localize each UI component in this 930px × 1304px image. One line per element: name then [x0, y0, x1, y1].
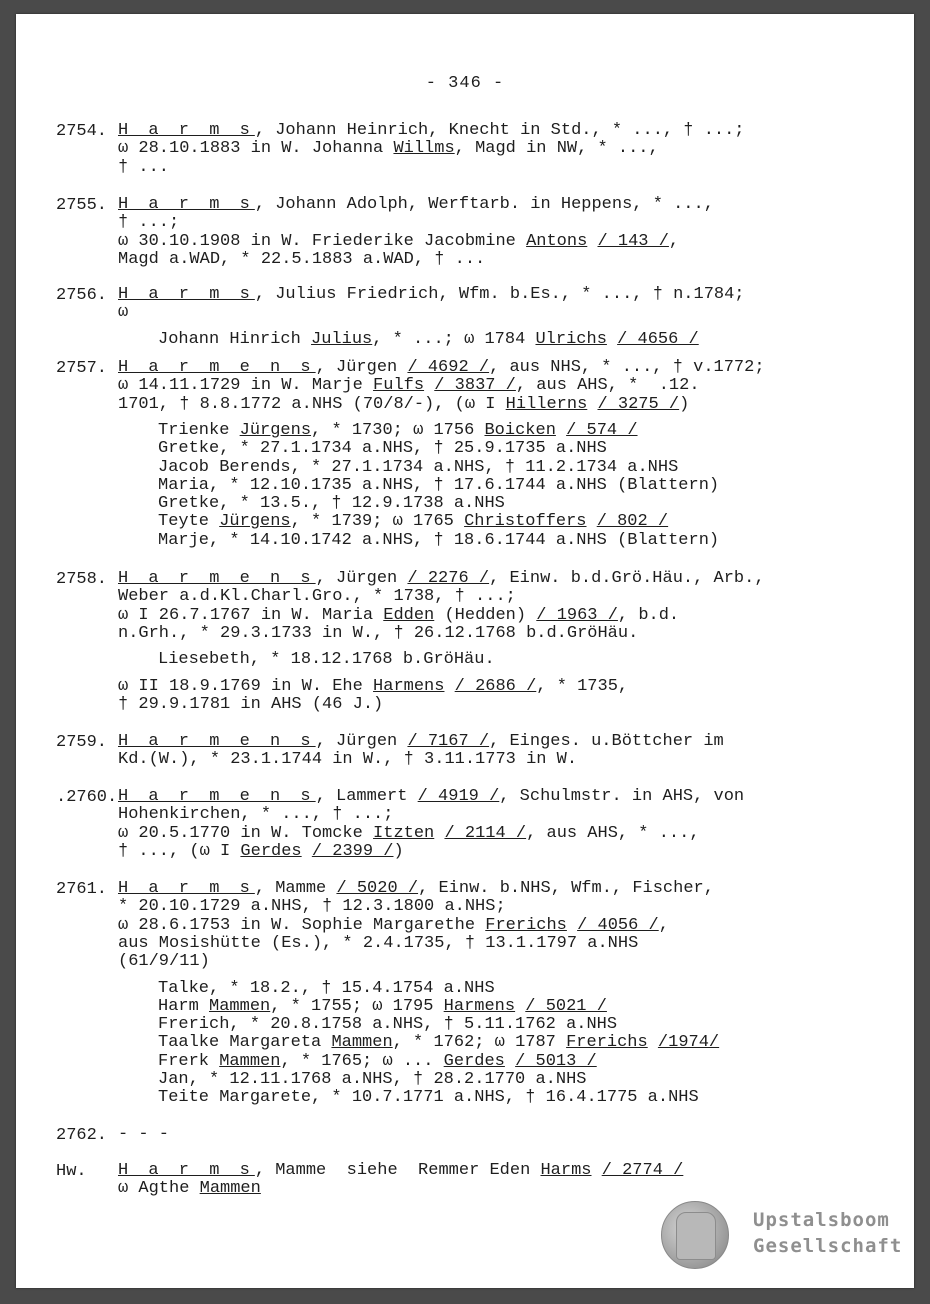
text-segment: Weber a.d.Kl.Charl.Gro., * 1738, † ...;: [118, 587, 516, 607]
text-segment: (Hedden): [434, 605, 537, 625]
text-segment: Jan, * 12.11.1768 a.NHS, † 28.2.1770 a.NHS: [158, 1070, 587, 1089]
entry-line: [118, 588, 516, 606]
entry-line: [118, 953, 210, 971]
text-segment: , * 1730; ω 1756: [311, 420, 485, 440]
entry-number: Hw.: [56, 1162, 87, 1181]
text-segment: aus Mosishütte (Es.), * 2.4.1735, † 13.1.1797 a.NHS: [118, 933, 639, 953]
underlined-name: Mammen: [209, 996, 271, 1016]
text-segment: , Mamme siehe Remmer Eden: [254, 1161, 541, 1180]
underlined-name: / 5020 /: [336, 879, 419, 898]
underlined-name: /1974/: [657, 1033, 720, 1053]
text-segment: ω 14.11.1729 in W. Marje: [118, 376, 374, 396]
entry-number: 2759.: [56, 733, 108, 752]
underlined-name: / 4656 /: [617, 329, 699, 349]
entry-line: [118, 214, 179, 232]
entry-line: [118, 140, 659, 158]
text-segment: [444, 677, 454, 696]
text-segment: ω 28.10.1883 in W. Johanna: [118, 139, 394, 159]
underlined-name: Mammen: [331, 1033, 393, 1053]
text-segment: , Johann Heinrich, Knecht in Std., * ..., † ...;: [254, 121, 745, 140]
entry-number: 2756.: [56, 286, 108, 305]
entry-line: [118, 1180, 261, 1198]
entry-line: [118, 233, 679, 251]
text-segment: Liesebeth, * 18.12.1768 b.GröHäu.: [158, 650, 495, 670]
entry-line: [118, 806, 393, 824]
surname-spaced: H a r m e n s: [118, 569, 316, 588]
entry-line: [118, 843, 404, 861]
underlined-name: / 3275 /: [597, 394, 680, 414]
underlined-name: Hillerns: [505, 394, 588, 414]
text-segment: Talke, * 18.2., † 15.4.1754 a.NHS: [158, 978, 495, 998]
text-segment: [434, 824, 444, 843]
text-segment: n.Grh., * 29.3.1733 in W., † 26.12.1768 b.d.GröHäu.: [118, 623, 639, 643]
entry-number: 2754.: [56, 122, 108, 141]
surname-spaced: H a r m e n s: [118, 787, 316, 806]
entry-line: [118, 696, 383, 714]
text-segment: , Jürgen: [315, 569, 408, 588]
text-segment: , aus NHS, * ..., † v.1772;: [489, 358, 765, 377]
entry-line: [118, 196, 714, 214]
surname-spaced: H a r m e n s: [118, 358, 316, 377]
text-segment: [607, 330, 617, 349]
text-segment: 1701, † 8.8.1772 a.NHS (70/8/-), (ω I: [118, 394, 506, 414]
text-segment: ,: [668, 231, 680, 251]
stamp-line-1: Upstalsboom: [753, 1209, 890, 1231]
entry-number: 2758.: [56, 570, 108, 589]
text-segment: ω Agthe: [118, 1179, 200, 1199]
text-segment: † ...: [118, 157, 170, 177]
text-segment: , aus AHS, * ...,: [526, 823, 700, 843]
text-segment: ω II 18.9.1769 in W. Ehe: [118, 676, 374, 696]
entry-line: [118, 678, 628, 696]
text-segment: ω 20.5.1770 in W. Tomcke: [118, 823, 374, 843]
entry-line: [118, 751, 577, 769]
underlined-name: / 5013 /: [515, 1051, 597, 1071]
stamp-line-2: Gesellschaft: [753, 1235, 903, 1257]
underlined-name: Ulrichs: [535, 329, 607, 349]
child-line: [158, 532, 719, 550]
underlined-name: Boicken: [484, 420, 556, 440]
text-segment: [587, 232, 597, 251]
text-segment: Frerk: [158, 1051, 220, 1071]
text-segment: [567, 916, 577, 935]
entry-line: [118, 377, 700, 395]
entry-line: [118, 359, 765, 377]
entry-line: [118, 570, 765, 588]
text-segment: † ..., (ω I: [118, 841, 241, 861]
underlined-name: Willms: [393, 139, 455, 159]
underlined-name: Jürgens: [239, 420, 312, 440]
society-stamp: [661, 1199, 911, 1269]
text-segment: ω 28.6.1753 in W. Sophie Margarethe: [118, 915, 486, 935]
underlined-name: / 143 /: [597, 231, 669, 251]
underlined-name: Harms: [540, 1161, 592, 1180]
entry-line: [118, 159, 169, 177]
underlined-name: / 7167 /: [407, 732, 490, 751]
stamp-text: [753, 1207, 902, 1259]
text-segment: , * 1762; ω 1787: [392, 1033, 567, 1053]
text-segment: Jacob Berends, * 27.1.1734 a.NHS, † 11.2.1734 a.NHS: [158, 457, 679, 477]
text-segment: , b.d.: [617, 605, 680, 625]
entry-line: [118, 788, 744, 806]
underlined-name: / 4692 /: [407, 358, 490, 377]
entry-line: [118, 880, 714, 898]
underlined-name: Edden: [383, 605, 435, 625]
child-line: [158, 998, 607, 1016]
text-segment: Gretke, * 27.1.1734 a.NHS, † 25.9.1735 a.NHS: [158, 439, 607, 459]
text-segment: Marje, * 14.10.1742 a.NHS, † 18.6.1744 a.NHS (Blattern): [158, 530, 720, 550]
text-segment: [587, 395, 597, 414]
text-segment: Hohenkirchen, * ..., † ...;: [118, 805, 394, 825]
underlined-name: / 2399 /: [311, 841, 394, 861]
entry-line: [118, 733, 724, 751]
text-segment: , aus AHS, * .12.: [515, 376, 700, 396]
entry-line: [118, 625, 638, 643]
seal-figure-icon: [676, 1212, 716, 1260]
underlined-name: Antons: [526, 231, 588, 251]
child-line: [158, 422, 638, 440]
entry-line: [118, 286, 745, 304]
text-segment: Teyte: [158, 512, 220, 532]
document-page: [16, 14, 914, 1288]
underlined-name: / 1963 /: [536, 605, 618, 625]
underlined-name: / 802 /: [596, 512, 669, 532]
entry-line: [118, 825, 700, 843]
entry-number: .2760.: [56, 788, 118, 807]
underlined-name: / 3837 /: [434, 376, 516, 396]
text-segment: ,: [658, 915, 669, 935]
underlined-name: Mammen: [199, 1179, 261, 1199]
text-segment: Frerich, * 20.8.1758 a.NHS, † 5.11.1762 a.NHS: [158, 1015, 618, 1035]
child-line: [158, 1089, 699, 1107]
underlined-name: / 2774 /: [601, 1161, 684, 1180]
child-line: [158, 477, 719, 495]
entry-line: [118, 898, 506, 916]
text-segment: , Einw. b.NHS, Wfm., Fischer,: [418, 879, 714, 898]
entry-line: [118, 935, 638, 953]
text-segment: [424, 376, 434, 395]
underlined-name: Jürgens: [219, 512, 291, 532]
underlined-name: / 5021 /: [525, 996, 607, 1016]
text-segment: * 20.10.1729 a.NHS, † 12.3.1800 a.NHS;: [118, 897, 506, 917]
child-line: [158, 495, 505, 513]
text-segment: [587, 512, 597, 531]
underlined-name: Gerdes: [443, 1051, 505, 1071]
page-number: - 346 -: [425, 74, 505, 93]
entry-number: 2755.: [56, 196, 108, 215]
entry-line: [118, 1162, 683, 1180]
underlined-name: Mammen: [219, 1051, 281, 1071]
child-line: [158, 980, 495, 998]
text-segment: ): [679, 394, 690, 414]
child-line: [158, 651, 495, 669]
text-segment: ): [393, 841, 404, 861]
entry-line: [118, 251, 485, 269]
underlined-name: / 2276 /: [407, 569, 490, 588]
child-line: [158, 513, 668, 531]
entry-line: [118, 917, 669, 935]
underlined-name: / 4919 /: [417, 787, 500, 806]
text-segment: † 29.9.1781 in AHS (46 J.): [118, 694, 384, 714]
text-segment: - - -: [118, 1125, 170, 1144]
surname-spaced: H a r m s: [118, 121, 255, 140]
text-segment: , Mamme: [254, 879, 337, 898]
text-segment: , * 1765; ω ...: [280, 1051, 444, 1071]
underlined-name: / 4056 /: [577, 915, 659, 935]
child-line: [158, 1053, 597, 1071]
text-segment: , Jürgen: [315, 358, 408, 377]
surname-spaced: H a r m s: [118, 195, 255, 214]
text-segment: , Schulmstr. in AHS, von: [499, 787, 745, 806]
underlined-name: / 2686 /: [454, 676, 537, 696]
entry-line: [118, 1126, 169, 1144]
text-segment: , * 1739; ω 1765: [290, 512, 465, 532]
underlined-name: Fulfs: [373, 376, 425, 396]
entry-line: [118, 122, 745, 140]
text-segment: , Lammert: [315, 787, 418, 806]
text-segment: [648, 1033, 658, 1052]
surname-spaced: H a r m s: [118, 879, 255, 898]
text-segment: Kd.(W.), * 23.1.1744 in W., † 3.11.1773 in W.: [118, 750, 578, 770]
text-segment: [302, 842, 312, 861]
text-segment: [592, 1161, 602, 1180]
child-line: [158, 331, 699, 349]
text-segment: † ...;: [118, 213, 180, 233]
text-segment: Johann Hinrich: [158, 329, 312, 349]
child-line: [158, 1071, 586, 1089]
seal-logo-icon: [661, 1201, 729, 1269]
text-segment: , Julius Friedrich, Wfm. b.Es., * ..., † n.1784;: [254, 285, 745, 304]
underlined-name: Julius: [311, 329, 373, 349]
entry-number: 2757.: [56, 359, 108, 378]
text-segment: Teite Margarete, * 10.7.1771 a.NHS, † 16.4.1775 a.NHS: [158, 1088, 699, 1108]
underlined-name: Christoffers: [464, 512, 587, 532]
text-segment: Maria, * 12.10.1735 a.NHS, † 17.6.1744 a.NHS (Blattern): [158, 475, 720, 495]
underlined-name: Frerichs: [566, 1033, 648, 1053]
entry-line: [118, 304, 128, 322]
text-segment: ω: [118, 303, 129, 323]
text-segment: , * 1735,: [536, 676, 629, 696]
text-segment: , Magd in NW, * ...,: [454, 139, 659, 159]
text-segment: , * 1755; ω 1795: [270, 996, 444, 1016]
text-segment: , Einw. b.d.Grö.Häu., Arb.,: [489, 569, 765, 588]
underlined-name: / 2114 /: [444, 823, 527, 843]
entry-line: [118, 396, 689, 414]
underlined-name: Harmens: [373, 676, 445, 696]
underlined-name: Harmens: [443, 996, 516, 1016]
text-segment: , * ...; ω 1784: [372, 329, 536, 349]
text-segment: Taalke Margareta: [158, 1033, 332, 1053]
surname-spaced: H a r m s: [118, 1161, 255, 1180]
text-segment: , Johann Adolph, Werftarb. in Heppens, * ...,: [254, 195, 714, 214]
text-segment: ω I 26.7.1767 in W. Maria: [118, 605, 384, 625]
entry-number: 2762.: [56, 1126, 108, 1145]
surname-spaced: H a r m s: [118, 285, 255, 304]
text-segment: Gretke, * 13.5., † 12.9.1738 a.NHS: [158, 494, 505, 514]
entry-number: 2761.: [56, 880, 108, 899]
child-line: [158, 1016, 617, 1034]
text-segment: Harm: [158, 996, 210, 1016]
child-line: [158, 1034, 719, 1052]
underlined-name: Itzten: [373, 823, 435, 843]
text-segment: , Einges. u.Böttcher im: [489, 732, 724, 751]
text-segment: [556, 421, 566, 440]
text-segment: [505, 1052, 515, 1071]
text-segment: Magd a.WAD, * 22.5.1883 a.WAD, † ...: [118, 249, 486, 269]
text-segment: (61/9/11): [118, 952, 210, 972]
child-line: [158, 440, 607, 458]
text-segment: ω 30.10.1908 in W. Friederike Jacobmine: [118, 231, 527, 251]
underlined-name: / 574 /: [566, 420, 638, 440]
text-segment: [515, 997, 525, 1016]
surname-spaced: H a r m e n s: [118, 732, 316, 751]
child-line: [158, 459, 678, 477]
underlined-name: Gerdes: [240, 841, 302, 861]
text-segment: , Jürgen: [315, 732, 408, 751]
entry-line: [118, 607, 679, 625]
text-segment: Trienke: [158, 420, 240, 440]
underlined-name: Frerichs: [485, 915, 567, 935]
